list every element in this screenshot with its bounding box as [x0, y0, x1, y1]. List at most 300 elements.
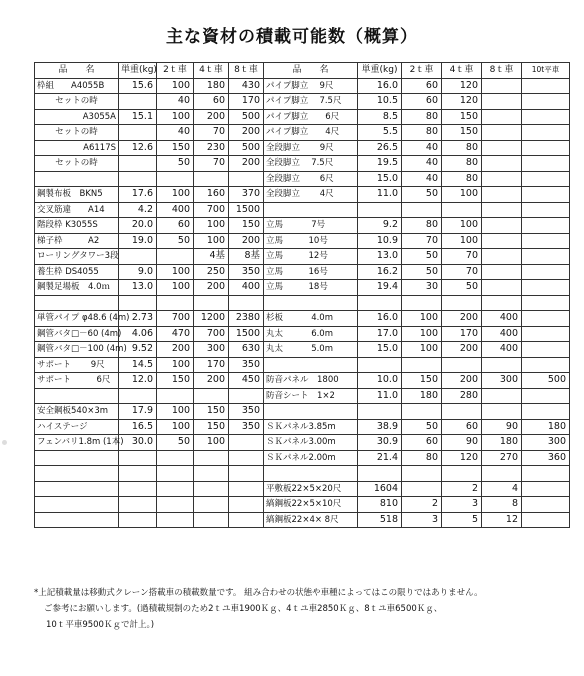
- value-cell: 16.5: [119, 419, 157, 435]
- value-cell: 50: [157, 156, 194, 172]
- value-cell: [194, 171, 229, 187]
- column-header: 4ｔ車: [194, 63, 229, 79]
- item-name-cell: 丸太 6.0m: [264, 326, 358, 342]
- value-cell: 4.06: [119, 326, 157, 342]
- value-cell: 2380: [229, 311, 264, 327]
- value-cell: 60: [194, 94, 229, 110]
- item-name-cell: 単管パイプ φ48.6 (4m): [35, 311, 119, 327]
- value-cell: 2: [442, 481, 482, 497]
- value-cell: 200: [194, 280, 229, 296]
- item-name-cell: [35, 497, 119, 513]
- value-cell: [358, 404, 402, 420]
- table-row: [35, 156, 570, 172]
- table-row: [35, 419, 570, 435]
- value-cell: [157, 481, 194, 497]
- table-row: [35, 109, 570, 125]
- item-name-cell: ＳＫパネル3.85m: [264, 419, 358, 435]
- value-cell: 100: [157, 280, 194, 296]
- item-name-cell: [264, 357, 358, 373]
- value-cell: [522, 187, 570, 203]
- value-cell: [402, 404, 442, 420]
- item-name-cell: 全段脚立 7.5尺: [264, 156, 358, 172]
- value-cell: 80: [402, 450, 442, 466]
- value-cell: 700: [157, 311, 194, 327]
- table-row: [35, 187, 570, 203]
- item-name-cell: [264, 202, 358, 218]
- item-name-cell: 縞鋼板22×5×10尺: [264, 497, 358, 513]
- value-cell: 8基: [229, 249, 264, 265]
- value-cell: [522, 109, 570, 125]
- value-cell: 30.0: [119, 435, 157, 451]
- value-cell: [442, 357, 482, 373]
- value-cell: [522, 295, 570, 311]
- value-cell: [229, 450, 264, 466]
- value-cell: 30: [402, 280, 442, 296]
- table-row: [35, 264, 570, 280]
- value-cell: 50: [157, 435, 194, 451]
- value-cell: [358, 295, 402, 311]
- value-cell: 200: [442, 311, 482, 327]
- value-cell: 470: [157, 326, 194, 342]
- item-name-cell: 立馬 7号: [264, 218, 358, 234]
- value-cell: 100: [442, 187, 482, 203]
- table-row: [35, 233, 570, 249]
- item-name-cell: 枠組 A4055B: [35, 78, 119, 94]
- value-cell: [522, 342, 570, 358]
- table-row: [35, 497, 570, 513]
- value-cell: 16.0: [358, 311, 402, 327]
- value-cell: 200: [229, 125, 264, 141]
- value-cell: [482, 218, 522, 234]
- value-cell: 500: [522, 373, 570, 389]
- value-cell: [482, 233, 522, 249]
- value-cell: 4: [482, 481, 522, 497]
- value-cell: [119, 125, 157, 141]
- value-cell: 120: [442, 450, 482, 466]
- item-name-cell: 丸太 5.0m: [264, 342, 358, 358]
- value-cell: [482, 187, 522, 203]
- value-cell: 810: [358, 497, 402, 513]
- item-name-cell: 階段枠 K3055S: [35, 218, 119, 234]
- value-cell: [119, 388, 157, 404]
- value-cell: 15.0: [358, 171, 402, 187]
- value-cell: 16.0: [358, 78, 402, 94]
- item-name-cell: 鋼管バタ□－100 (4m): [35, 342, 119, 358]
- value-cell: 100: [442, 233, 482, 249]
- value-cell: [522, 357, 570, 373]
- value-cell: [522, 512, 570, 528]
- value-cell: 21.4: [358, 450, 402, 466]
- value-cell: 300: [522, 435, 570, 451]
- table-row: [35, 435, 570, 451]
- value-cell: 90: [442, 435, 482, 451]
- value-cell: 13.0: [358, 249, 402, 265]
- table-row: [35, 249, 570, 265]
- value-cell: 9.52: [119, 342, 157, 358]
- value-cell: [482, 466, 522, 482]
- value-cell: 300: [482, 373, 522, 389]
- value-cell: 150: [194, 419, 229, 435]
- column-header: 品 名: [264, 63, 358, 79]
- item-name-cell: 交叉筋違 A14: [35, 202, 119, 218]
- value-cell: 100: [402, 311, 442, 327]
- value-cell: 50: [402, 419, 442, 435]
- value-cell: 13.0: [119, 280, 157, 296]
- value-cell: [482, 295, 522, 311]
- item-name-cell: 全段脚立 9尺: [264, 140, 358, 156]
- value-cell: 4基: [194, 249, 229, 265]
- value-cell: 100: [157, 264, 194, 280]
- value-cell: 19.4: [358, 280, 402, 296]
- footnotes: [34, 585, 574, 633]
- value-cell: 50: [402, 249, 442, 265]
- value-cell: [522, 140, 570, 156]
- table-row: [35, 202, 570, 218]
- value-cell: 100: [194, 435, 229, 451]
- value-cell: 50: [402, 187, 442, 203]
- item-name-cell: 全段脚立 4尺: [264, 187, 358, 203]
- value-cell: [522, 466, 570, 482]
- value-cell: 5.5: [358, 125, 402, 141]
- value-cell: 17.9: [119, 404, 157, 420]
- value-cell: 180: [194, 78, 229, 94]
- value-cell: 1200: [194, 311, 229, 327]
- value-cell: [157, 450, 194, 466]
- value-cell: 100: [157, 187, 194, 203]
- value-cell: 9.2: [358, 218, 402, 234]
- value-cell: [229, 481, 264, 497]
- table-row: [35, 280, 570, 296]
- item-name-cell: 立馬 12号: [264, 249, 358, 265]
- value-cell: [442, 466, 482, 482]
- value-cell: 170: [442, 326, 482, 342]
- column-header: 8ｔ車: [482, 63, 522, 79]
- value-cell: 70: [402, 233, 442, 249]
- value-cell: 4.2: [119, 202, 157, 218]
- value-cell: 700: [194, 326, 229, 342]
- value-cell: 100: [402, 326, 442, 342]
- value-cell: [119, 512, 157, 528]
- value-cell: 60: [402, 78, 442, 94]
- value-cell: 120: [442, 78, 482, 94]
- column-header: 2ｔ車: [157, 63, 194, 79]
- table-row: [35, 388, 570, 404]
- item-name-cell: 杉板 4.0m: [264, 311, 358, 327]
- table-row: [35, 295, 570, 311]
- value-cell: 40: [402, 156, 442, 172]
- value-cell: [482, 202, 522, 218]
- value-cell: 150: [402, 373, 442, 389]
- value-cell: 500: [229, 109, 264, 125]
- item-name-cell: 養生枠 DS4055: [35, 264, 119, 280]
- value-cell: 200: [229, 156, 264, 172]
- value-cell: 200: [194, 373, 229, 389]
- value-cell: 19.5: [358, 156, 402, 172]
- value-cell: 80: [402, 125, 442, 141]
- item-name-cell: セットの時: [35, 94, 119, 110]
- item-name-cell: 立馬 18号: [264, 280, 358, 296]
- value-cell: 60: [157, 218, 194, 234]
- table-row: [35, 342, 570, 358]
- value-cell: [522, 171, 570, 187]
- value-cell: [119, 466, 157, 482]
- value-cell: [522, 264, 570, 280]
- item-name-cell: ＳＫパネル3.00m: [264, 435, 358, 451]
- value-cell: 1604: [358, 481, 402, 497]
- table-row: [35, 450, 570, 466]
- value-cell: 70: [442, 264, 482, 280]
- value-cell: [522, 78, 570, 94]
- value-cell: 50: [157, 233, 194, 249]
- column-header: 単重(kg): [119, 63, 157, 79]
- value-cell: 20.0: [119, 218, 157, 234]
- value-cell: 180: [522, 419, 570, 435]
- value-cell: 350: [229, 264, 264, 280]
- scan-mark: [2, 440, 7, 445]
- value-cell: 15.6: [119, 78, 157, 94]
- table-row: [35, 94, 570, 110]
- value-cell: [119, 481, 157, 497]
- value-cell: [119, 156, 157, 172]
- value-cell: [157, 466, 194, 482]
- value-cell: [157, 497, 194, 513]
- column-header: 2ｔ車: [402, 63, 442, 79]
- value-cell: 60: [402, 94, 442, 110]
- item-name-cell: セットの時: [35, 125, 119, 141]
- value-cell: 350: [229, 419, 264, 435]
- value-cell: [157, 295, 194, 311]
- value-cell: [119, 249, 157, 265]
- footnote-line: *上記積載量は移動式クレーン搭載車の積載数量です。 組み合わせの状態や車種によってはこの限りではありません。: [34, 588, 483, 598]
- footnote-line: ご参考にお願いします。(過積載規制のため2ｔユ車1900Ｋｇ、4ｔユ車2850Ｋｇ、8ｔユ車6500Ｋｇ、: [44, 604, 443, 614]
- table-row: [35, 466, 570, 482]
- value-cell: 70: [194, 125, 229, 141]
- value-cell: 150: [229, 218, 264, 234]
- value-cell: 150: [442, 125, 482, 141]
- item-name-cell: [35, 295, 119, 311]
- value-cell: 450: [229, 373, 264, 389]
- value-cell: 700: [194, 202, 229, 218]
- value-cell: 100: [157, 404, 194, 420]
- value-cell: 150: [194, 404, 229, 420]
- value-cell: 10.5: [358, 94, 402, 110]
- item-name-cell: サポート 6尺: [35, 373, 119, 389]
- value-cell: [522, 249, 570, 265]
- value-cell: 30.9: [358, 435, 402, 451]
- value-cell: [402, 481, 442, 497]
- value-cell: [157, 171, 194, 187]
- value-cell: 500: [229, 140, 264, 156]
- page-title: 主な資材の積載可能数（概算）: [166, 27, 418, 47]
- value-cell: 12.0: [119, 373, 157, 389]
- value-cell: 80: [402, 218, 442, 234]
- value-cell: 3: [402, 512, 442, 528]
- value-cell: 10.9: [358, 233, 402, 249]
- table-row: [35, 78, 570, 94]
- value-cell: 400: [482, 342, 522, 358]
- item-name-cell: [35, 466, 119, 482]
- value-cell: [402, 466, 442, 482]
- value-cell: 38.9: [358, 419, 402, 435]
- value-cell: [482, 264, 522, 280]
- value-cell: [522, 233, 570, 249]
- value-cell: 150: [442, 109, 482, 125]
- table-row: [35, 512, 570, 528]
- value-cell: 400: [482, 311, 522, 327]
- value-cell: [522, 404, 570, 420]
- item-name-cell: [264, 404, 358, 420]
- item-name-cell: パイプ脚立 9尺: [264, 78, 358, 94]
- value-cell: 12: [482, 512, 522, 528]
- value-cell: 19.0: [119, 233, 157, 249]
- value-cell: 70: [194, 156, 229, 172]
- value-cell: [194, 481, 229, 497]
- value-cell: 90: [482, 419, 522, 435]
- value-cell: 10.0: [358, 373, 402, 389]
- item-name-cell: ローリングタワー3段: [35, 249, 119, 265]
- column-header: 10t平車: [522, 63, 570, 79]
- value-cell: [442, 404, 482, 420]
- value-cell: 3: [442, 497, 482, 513]
- value-cell: 80: [402, 109, 442, 125]
- value-cell: 200: [442, 342, 482, 358]
- item-name-cell: 平敷板22×5×20尺: [264, 481, 358, 497]
- value-cell: [402, 202, 442, 218]
- column-header: 8ｔ車: [229, 63, 264, 79]
- value-cell: 100: [442, 218, 482, 234]
- item-name-cell: [264, 295, 358, 311]
- table-row: [35, 311, 570, 327]
- value-cell: [442, 295, 482, 311]
- value-cell: 9.0: [119, 264, 157, 280]
- value-cell: 16.2: [358, 264, 402, 280]
- value-cell: 518: [358, 512, 402, 528]
- value-cell: 11.0: [358, 388, 402, 404]
- value-cell: 120: [442, 94, 482, 110]
- value-cell: 300: [194, 342, 229, 358]
- item-name-cell: ＳＫパネル2.00m: [264, 450, 358, 466]
- item-name-cell: [35, 481, 119, 497]
- item-name-cell: [35, 450, 119, 466]
- value-cell: 150: [157, 373, 194, 389]
- value-cell: [119, 295, 157, 311]
- value-cell: [522, 497, 570, 513]
- item-name-cell: [264, 466, 358, 482]
- value-cell: 2.73: [119, 311, 157, 327]
- item-name-cell: 立馬 10号: [264, 233, 358, 249]
- item-name-cell: 鋼管バタ□－60 (4m): [35, 326, 119, 342]
- value-cell: [522, 125, 570, 141]
- value-cell: [194, 450, 229, 466]
- value-cell: [522, 202, 570, 218]
- value-cell: [194, 388, 229, 404]
- item-name-cell: パイプ脚立 7.5尺: [264, 94, 358, 110]
- value-cell: 17.6: [119, 187, 157, 203]
- value-cell: [482, 109, 522, 125]
- item-name-cell: A3055A: [35, 109, 119, 125]
- value-cell: [482, 78, 522, 94]
- value-cell: [229, 171, 264, 187]
- value-cell: 1500: [229, 326, 264, 342]
- table-row: [35, 357, 570, 373]
- value-cell: 15.0: [358, 342, 402, 358]
- value-cell: 40: [157, 125, 194, 141]
- value-cell: [482, 140, 522, 156]
- item-name-cell: 安全鋼板540×3m: [35, 404, 119, 420]
- value-cell: [229, 295, 264, 311]
- value-cell: 100: [157, 109, 194, 125]
- value-cell: [194, 497, 229, 513]
- value-cell: 150: [157, 140, 194, 156]
- value-cell: [358, 357, 402, 373]
- value-cell: [522, 94, 570, 110]
- value-cell: 170: [229, 94, 264, 110]
- item-name-cell: セットの時: [35, 156, 119, 172]
- load-capacity-table: [34, 62, 570, 528]
- value-cell: [522, 311, 570, 327]
- value-cell: [358, 202, 402, 218]
- value-cell: [119, 171, 157, 187]
- value-cell: [522, 326, 570, 342]
- value-cell: 12.6: [119, 140, 157, 156]
- table-row: [35, 404, 570, 420]
- item-name-cell: 鋼製足場板 4.0ｍ: [35, 280, 119, 296]
- value-cell: [194, 466, 229, 482]
- item-name-cell: 鋼製布板 BKN5: [35, 187, 119, 203]
- value-cell: [119, 497, 157, 513]
- value-cell: 100: [194, 218, 229, 234]
- value-cell: [229, 435, 264, 451]
- value-cell: 70: [442, 249, 482, 265]
- value-cell: 14.5: [119, 357, 157, 373]
- value-cell: 270: [482, 450, 522, 466]
- value-cell: 100: [157, 78, 194, 94]
- value-cell: 40: [402, 171, 442, 187]
- item-name-cell: 防音パネル 1800: [264, 373, 358, 389]
- value-cell: 200: [157, 342, 194, 358]
- value-cell: 160: [194, 187, 229, 203]
- value-cell: [157, 249, 194, 265]
- value-cell: [482, 156, 522, 172]
- value-cell: [482, 125, 522, 141]
- value-cell: [402, 295, 442, 311]
- value-cell: [229, 466, 264, 482]
- item-name-cell: フェンバリ1.8m (1本): [35, 435, 119, 451]
- value-cell: 100: [157, 357, 194, 373]
- item-name-cell: A6117S: [35, 140, 119, 156]
- value-cell: 50: [442, 280, 482, 296]
- item-name-cell: パイプ脚立 4尺: [264, 125, 358, 141]
- value-cell: 1500: [229, 202, 264, 218]
- value-cell: [119, 450, 157, 466]
- item-name-cell: 立馬 16号: [264, 264, 358, 280]
- item-name-cell: サポート 9尺: [35, 357, 119, 373]
- column-header: 単重(kg): [358, 63, 402, 79]
- column-header: 4ｔ車: [442, 63, 482, 79]
- value-cell: 180: [482, 435, 522, 451]
- value-cell: 80: [442, 140, 482, 156]
- value-cell: 60: [442, 419, 482, 435]
- footnote-line: 10ｔ平車9500Ｋｇで計上。): [46, 620, 155, 630]
- value-cell: 250: [194, 264, 229, 280]
- value-cell: 200: [229, 233, 264, 249]
- item-name-cell: ハイステージ: [35, 419, 119, 435]
- value-cell: 60: [402, 435, 442, 451]
- value-cell: 2: [402, 497, 442, 513]
- value-cell: 5: [442, 512, 482, 528]
- item-name-cell: [35, 171, 119, 187]
- value-cell: [358, 466, 402, 482]
